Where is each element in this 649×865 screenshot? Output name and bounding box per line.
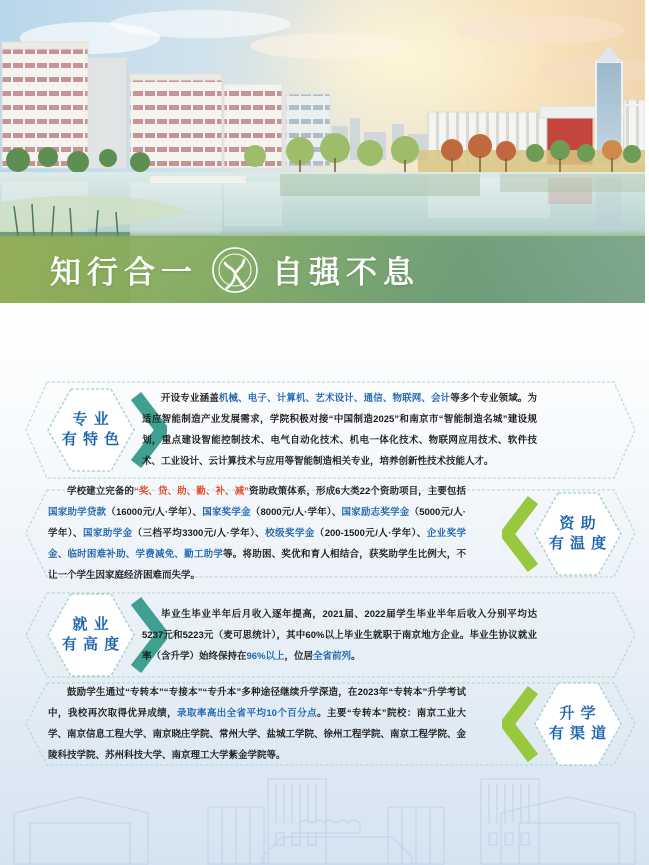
- section-paragraph: 学校建立完备的“奖、贷、助、勤、补、减”资助政策体系，形成6大类22个资助项目，主要包括国家助学贷款（16000元/人·学年）、国家奖学金（8000元/人·学年）、国家励志奖学金（5000元/人·学年）、国家助学金（三档平均3300元/人·学年）、校级奖学金（200-1500元/人·学年）、企业奖学金、临时困难补助、学费减免、勤工助学等。将助困、奖优和育人相结合，获奖助学生比例大，不让一个学生因家庭经济困难而失学。: [48, 486, 466, 581]
- section-employment: [25, 592, 636, 678]
- section-financial-aid: [25, 486, 636, 581]
- motto-band: [0, 236, 645, 303]
- section-paragraph: 毕业生毕业半年后月收入逐年提高，2021届、2022届学生毕业半年后收入分别平均达5237元和5223元（麦可思统计），其中60%以上毕业生就职于南京地方企业。毕业生协议就业率（含升学）始终保持在96%以上，位居全省前列。: [142, 608, 537, 662]
- content-area: [0, 303, 649, 865]
- section-label-text: 升 学 有 渠 道: [548, 705, 608, 742]
- section-label-text: 专 业 有 特 色: [61, 411, 121, 448]
- campus-gate-watermark: [0, 765, 649, 865]
- section-major-features: [25, 381, 636, 479]
- section-paragraph: 开设专业涵盖机械、电子、计算机、艺术设计、通信、物联网、会计等多个专业领域。为适应智能制造产业发展需求，学院积极对接“中国制造2025”和南京市“智能制造名城”建设规划，重点建设智能控制技术、电气自动化技术、机电一体化技术、物联网应用技术、软件技术、工业设计、云计算技术与应用等智能制造相关专业，培养创新性技术技能人才。: [142, 393, 537, 467]
- motto-right: 自强不息: [272, 255, 420, 291]
- section-further-study: [25, 682, 636, 766]
- motto-left: 知行合一: [50, 255, 198, 291]
- campus-photo: [0, 0, 645, 303]
- section-label-text: 资 助 有 温 度: [548, 514, 608, 552]
- section-paragraph: 鼓励学生通过“专转本”“专接本”“专升本”多种途径继续升学深造，在2023年“专转本”升学考试中，我校再次取得优异成绩，录取率高出全省平均10个百分点。主要“专转本”院校：南京工业大学、南京信息工程大学、南京晓庄学院、常州大学、盐城工学院、徐州工程学院、南京工程学院、金陵科技学院、苏州科技大学、南京理工大学紫金学院等。: [48, 687, 467, 761]
- section-label-text: 就 业 有 高 度: [61, 616, 121, 653]
- school-logo: [211, 246, 259, 294]
